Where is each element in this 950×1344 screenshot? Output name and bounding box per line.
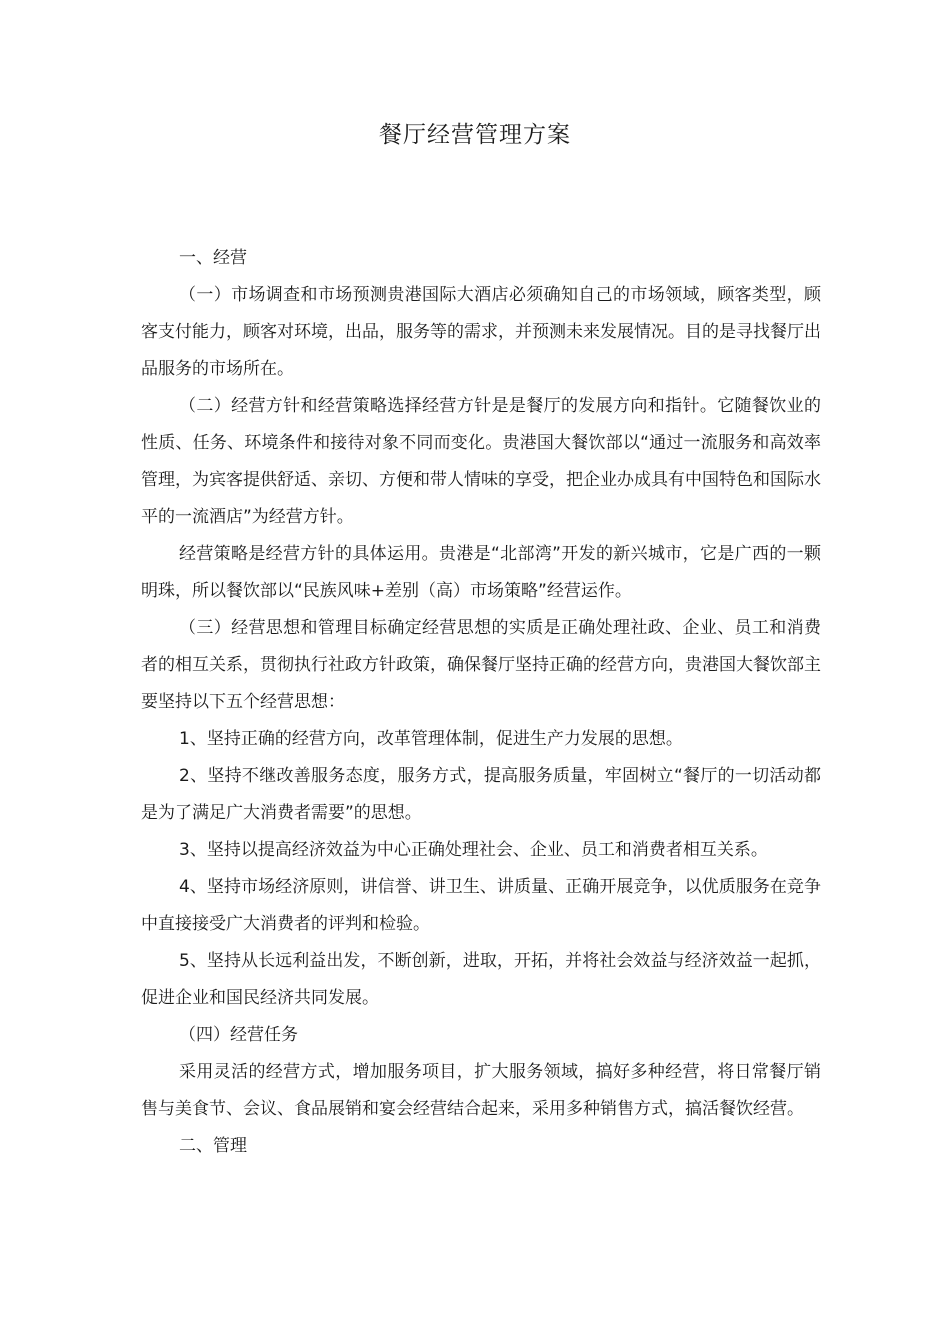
list-item-2: 2、坚持不继改善服务态度，服务方式，提高服务质量，牢固树立“餐厅的一切活动都是为了满足广大消费者需要”的思想。 xyxy=(141,766,821,823)
paragraph-operating-strategy: 经营策略是经营方针的具体运用。贵港是“北部湾”开发的新兴城市，它是广西的一颗明珠，所以餐饮部以“民族风味+差别（高）市场策略”经营运作。 xyxy=(141,544,821,601)
subsection-heading-tasks: （四）经营任务 xyxy=(179,1025,298,1045)
list-item-4: 4、坚持市场经济原则，讲信誉、讲卫生、讲质量、正确开展竞争，以优质服务在竞争中直接接受广大消费者的评判和检验。 xyxy=(141,877,821,934)
paragraph-market-research: （一）市场调查和市场预测贵港国际大酒店必须确知自己的市场领域，顾客类型，顾客支付能力，顾客对环境，出品，服务等的需求，并预测未来发展情况。目的是寻找餐厅出品服务的市场所在。 xyxy=(141,285,821,379)
paragraph-operating-tasks: 采用灵活的经营方式，增加服务项目，扩大服务领域，搞好多种经营，将日常餐厅销售与美食节、会议、食品展销和宴会经营结合起来，采用多种销售方式，搞活餐饮经营。 xyxy=(141,1062,821,1119)
document-body xyxy=(141,240,821,1165)
document-title: 餐厅经营管理方案 xyxy=(379,122,571,148)
list-item-1: 1、坚持正确的经营方向，改革管理体制，促进生产力发展的思想。 xyxy=(179,729,683,749)
paragraph-operating-philosophy: （三）经营思想和管理目标确定经营思想的实质是正确处理社政、企业、员工和消费者的相互关系，贯彻执行社政方针政策，确保餐厅坚持正确的经营方向，贵港国大餐饮部主要坚持以下五个经营思想： xyxy=(141,618,821,712)
section-heading-operation: 一、经营 xyxy=(179,248,247,268)
list-item-3: 3、坚持以提高经济效益为中心正确处理社会、企业、员工和消费者相互关系。 xyxy=(179,840,768,860)
list-item-5: 5、坚持从长远利益出发，不断创新，进取，开拓，并将社会效益与经济效益一起抓，促进企业和国民经济共同发展。 xyxy=(141,951,821,1008)
paragraph-operating-policy: （二）经营方针和经营策略选择经营方针是是餐厅的发展方向和指针。它随餐饮业的性质、任务、环境条件和接待对象不同而变化。贵港国大餐饮部以“通过一流服务和高效率管理，为宾客提供舒适、亲切、方便和带人情味的享受，把企业办成具有中国特色和国际水平的一流酒店”为经营方针。 xyxy=(141,396,821,527)
section-heading-management: 二、管理 xyxy=(179,1136,247,1156)
